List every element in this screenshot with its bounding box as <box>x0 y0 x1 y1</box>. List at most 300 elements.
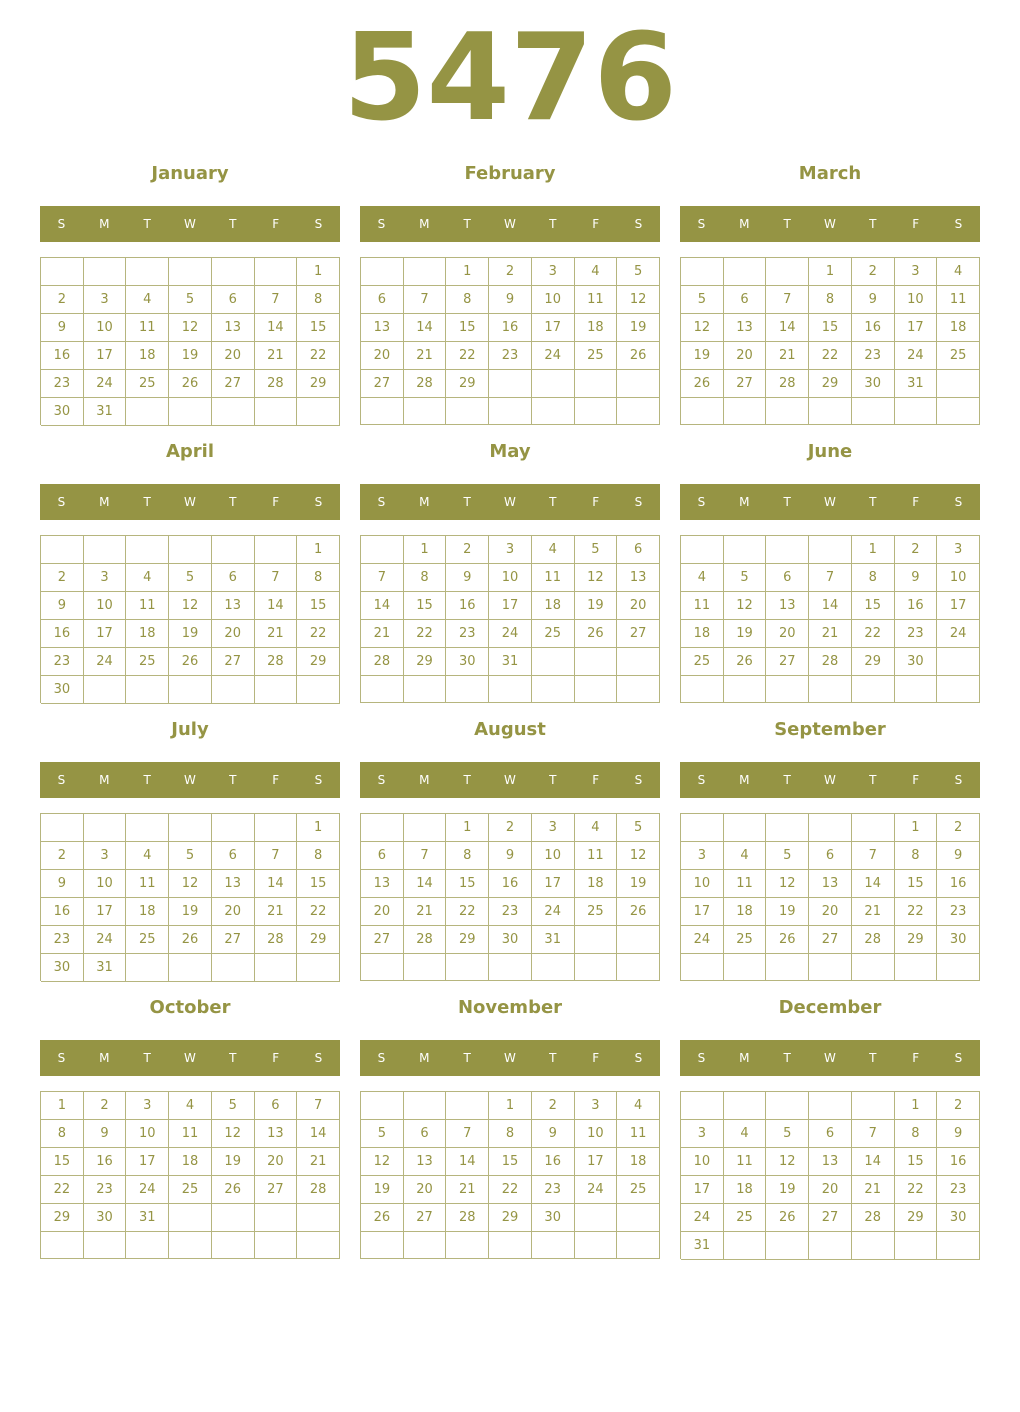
empty-cell <box>84 258 127 286</box>
day-grid <box>680 1091 980 1259</box>
day-cell: 7 <box>255 564 298 592</box>
day-cell: 3 <box>575 1092 618 1120</box>
day-cell: 27 <box>809 926 852 954</box>
day-cell: 31 <box>126 1204 169 1232</box>
day-cell: 16 <box>532 1148 575 1176</box>
day-cell: 17 <box>575 1148 618 1176</box>
day-cell: 21 <box>766 342 809 370</box>
day-cell: 14 <box>297 1120 340 1148</box>
day-cell: 10 <box>84 314 127 342</box>
day-cell: 21 <box>255 620 298 648</box>
empty-cell <box>575 676 618 703</box>
weekday-header <box>680 762 980 798</box>
day-cell: 20 <box>404 1176 447 1204</box>
weekday-label: T <box>869 217 877 231</box>
empty-cell <box>404 814 447 842</box>
weekday-label: S <box>634 773 643 787</box>
day-cell: 11 <box>724 1148 767 1176</box>
day-cell: 28 <box>404 370 447 398</box>
day-cell: 4 <box>681 564 724 592</box>
weekday-label: T <box>143 1051 151 1065</box>
empty-cell <box>404 258 447 286</box>
weekday-header <box>680 484 980 520</box>
day-cell: 9 <box>532 1120 575 1148</box>
day-cell: 27 <box>212 370 255 398</box>
day-cell: 3 <box>84 564 127 592</box>
day-cell: 31 <box>489 648 532 676</box>
day-cell: 12 <box>766 870 809 898</box>
weekday-header <box>40 1040 340 1076</box>
day-cell: 11 <box>169 1120 212 1148</box>
empty-cell <box>766 258 809 286</box>
day-cell: 25 <box>126 648 169 676</box>
day-cell: 25 <box>617 1176 660 1204</box>
weekday-header <box>680 1040 980 1076</box>
day-cell: 8 <box>895 1120 938 1148</box>
month-title: June <box>807 441 853 462</box>
empty-cell <box>297 1232 340 1259</box>
weekday-label: S <box>377 217 386 231</box>
month-title: November <box>457 997 563 1018</box>
weekday-label: F <box>272 773 280 787</box>
day-cell: 7 <box>255 286 298 314</box>
day-cell: 26 <box>766 926 809 954</box>
empty-cell <box>937 648 980 676</box>
day-cell: 6 <box>809 842 852 870</box>
empty-cell <box>895 676 938 703</box>
month-title: December <box>778 997 882 1018</box>
day-cell: 9 <box>937 1120 980 1148</box>
day-cell: 11 <box>681 592 724 620</box>
empty-cell <box>937 398 980 425</box>
day-cell: 8 <box>446 842 489 870</box>
month-title: October <box>149 997 231 1018</box>
empty-cell <box>809 1232 852 1260</box>
day-cell: 26 <box>361 1204 404 1232</box>
day-cell: 10 <box>937 564 980 592</box>
day-cell: 16 <box>41 898 84 926</box>
empty-cell <box>361 536 404 564</box>
day-cell: 30 <box>84 1204 127 1232</box>
day-cell: 26 <box>681 370 724 398</box>
day-cell: 19 <box>169 898 212 926</box>
weekday-label: F <box>592 773 600 787</box>
day-cell: 16 <box>852 314 895 342</box>
empty-cell <box>617 926 660 954</box>
weekday-label: S <box>697 1051 706 1065</box>
day-cell: 15 <box>895 870 938 898</box>
weekday-label: T <box>229 773 237 787</box>
day-cell: 21 <box>255 898 298 926</box>
day-cell: 13 <box>809 870 852 898</box>
day-cell: 23 <box>895 620 938 648</box>
empty-cell <box>41 1232 84 1259</box>
day-cell: 15 <box>895 1148 938 1176</box>
day-cell: 6 <box>212 842 255 870</box>
day-cell: 7 <box>446 1120 489 1148</box>
day-cell: 22 <box>895 898 938 926</box>
weekday-label: F <box>592 1051 600 1065</box>
day-cell: 10 <box>489 564 532 592</box>
day-cell: 20 <box>724 342 767 370</box>
day-cell: 25 <box>126 926 169 954</box>
day-cell: 4 <box>724 842 767 870</box>
empty-cell <box>852 1092 895 1120</box>
day-cell: 21 <box>852 898 895 926</box>
empty-cell <box>766 954 809 981</box>
day-cell: 14 <box>852 870 895 898</box>
weekday-label: S <box>634 1051 643 1065</box>
weekday-label: W <box>184 495 196 509</box>
empty-cell <box>532 398 575 425</box>
empty-cell <box>724 536 767 564</box>
empty-cell <box>126 676 169 704</box>
day-cell: 14 <box>255 870 298 898</box>
weekday-label: M <box>739 1051 750 1065</box>
day-cell: 13 <box>724 314 767 342</box>
empty-cell <box>852 814 895 842</box>
day-cell: 2 <box>937 814 980 842</box>
empty-cell <box>809 676 852 703</box>
day-cell: 30 <box>852 370 895 398</box>
day-cell: 31 <box>84 954 127 982</box>
day-cell: 11 <box>724 870 767 898</box>
day-cell: 12 <box>681 314 724 342</box>
day-cell: 9 <box>895 564 938 592</box>
day-cell: 14 <box>255 314 298 342</box>
day-cell: 16 <box>41 620 84 648</box>
weekday-label: S <box>314 217 323 231</box>
day-cell: 25 <box>724 1204 767 1232</box>
day-cell: 22 <box>404 620 447 648</box>
day-cell: 24 <box>489 620 532 648</box>
day-grid <box>40 535 340 703</box>
weekday-label: T <box>463 217 471 231</box>
empty-cell <box>212 1232 255 1259</box>
day-cell: 7 <box>809 564 852 592</box>
day-cell: 29 <box>404 648 447 676</box>
empty-cell <box>212 1204 255 1232</box>
day-cell: 5 <box>361 1120 404 1148</box>
day-cell: 25 <box>575 898 618 926</box>
day-cell: 17 <box>126 1148 169 1176</box>
day-cell: 31 <box>84 398 127 426</box>
empty-cell <box>361 1092 404 1120</box>
day-cell: 20 <box>766 620 809 648</box>
day-cell: 11 <box>126 870 169 898</box>
weekday-label: T <box>549 217 557 231</box>
weekday-label: W <box>824 495 836 509</box>
day-cell: 15 <box>297 592 340 620</box>
empty-cell <box>126 398 169 426</box>
empty-cell <box>169 676 212 704</box>
day-cell: 11 <box>575 286 618 314</box>
day-cell: 16 <box>446 592 489 620</box>
empty-cell <box>681 258 724 286</box>
day-cell: 19 <box>724 620 767 648</box>
day-cell: 1 <box>895 814 938 842</box>
day-cell: 25 <box>575 342 618 370</box>
day-cell: 19 <box>681 342 724 370</box>
day-cell: 28 <box>852 1204 895 1232</box>
day-cell: 6 <box>212 564 255 592</box>
day-cell: 20 <box>361 898 404 926</box>
day-cell: 20 <box>809 1176 852 1204</box>
day-cell: 28 <box>766 370 809 398</box>
empty-cell <box>681 536 724 564</box>
day-cell: 8 <box>297 564 340 592</box>
weekday-label: S <box>57 1051 66 1065</box>
day-cell: 17 <box>84 342 127 370</box>
empty-cell <box>169 536 212 564</box>
day-cell: 9 <box>446 564 489 592</box>
day-cell: 26 <box>617 898 660 926</box>
day-cell: 9 <box>41 870 84 898</box>
day-cell: 22 <box>297 898 340 926</box>
empty-cell <box>255 814 298 842</box>
weekday-label: W <box>504 773 516 787</box>
day-cell: 21 <box>852 1176 895 1204</box>
day-cell: 4 <box>126 842 169 870</box>
empty-cell <box>255 398 298 426</box>
day-cell: 20 <box>212 620 255 648</box>
day-grid <box>680 535 980 703</box>
weekday-header <box>40 484 340 520</box>
weekday-label: F <box>912 217 920 231</box>
empty-cell <box>489 954 532 981</box>
empty-cell <box>809 1092 852 1120</box>
empty-cell <box>937 954 980 981</box>
empty-cell <box>617 1232 660 1259</box>
day-cell: 24 <box>937 620 980 648</box>
empty-cell <box>575 398 618 425</box>
day-cell: 21 <box>297 1148 340 1176</box>
day-cell: 16 <box>937 1148 980 1176</box>
day-cell: 29 <box>297 370 340 398</box>
day-grid <box>40 813 340 981</box>
day-cell: 21 <box>255 342 298 370</box>
day-cell: 9 <box>41 592 84 620</box>
day-cell: 13 <box>212 870 255 898</box>
day-cell: 27 <box>212 926 255 954</box>
day-cell: 10 <box>532 286 575 314</box>
weekday-label: S <box>314 773 323 787</box>
day-grid <box>360 813 660 981</box>
day-cell: 8 <box>895 842 938 870</box>
day-cell: 19 <box>169 342 212 370</box>
day-cell: 6 <box>361 286 404 314</box>
day-cell: 4 <box>937 258 980 286</box>
day-cell: 4 <box>575 258 618 286</box>
weekday-label: W <box>504 1051 516 1065</box>
weekday-label: T <box>869 773 877 787</box>
day-cell: 3 <box>681 842 724 870</box>
weekday-label: F <box>592 217 600 231</box>
day-cell: 15 <box>446 314 489 342</box>
day-cell: 17 <box>895 314 938 342</box>
day-cell: 21 <box>446 1176 489 1204</box>
weekday-label: S <box>377 1051 386 1065</box>
empty-cell <box>41 258 84 286</box>
day-cell: 26 <box>169 370 212 398</box>
weekday-label: F <box>272 1051 280 1065</box>
day-cell: 10 <box>126 1120 169 1148</box>
weekday-label: T <box>549 773 557 787</box>
day-cell: 2 <box>41 286 84 314</box>
empty-cell <box>212 676 255 704</box>
weekday-header <box>40 206 340 242</box>
day-cell: 2 <box>489 258 532 286</box>
weekday-label: T <box>869 495 877 509</box>
day-cell: 27 <box>809 1204 852 1232</box>
day-cell: 23 <box>446 620 489 648</box>
day-cell: 28 <box>404 926 447 954</box>
month-title: July <box>171 719 209 740</box>
day-cell: 13 <box>404 1148 447 1176</box>
weekday-label: F <box>592 495 600 509</box>
weekday-label: S <box>697 773 706 787</box>
weekday-header <box>680 206 980 242</box>
empty-cell <box>617 370 660 398</box>
day-cell: 23 <box>937 898 980 926</box>
empty-cell <box>212 814 255 842</box>
day-cell: 13 <box>361 870 404 898</box>
day-cell: 23 <box>489 898 532 926</box>
day-cell: 24 <box>532 898 575 926</box>
empty-cell <box>361 814 404 842</box>
day-cell: 29 <box>895 926 938 954</box>
weekday-label: S <box>634 495 643 509</box>
weekday-label: M <box>419 217 430 231</box>
day-cell: 2 <box>84 1092 127 1120</box>
weekday-label: M <box>419 773 430 787</box>
day-cell: 1 <box>446 814 489 842</box>
weekday-label: M <box>419 495 430 509</box>
day-cell: 7 <box>361 564 404 592</box>
empty-cell <box>212 258 255 286</box>
empty-cell <box>404 398 447 425</box>
empty-cell <box>446 954 489 981</box>
day-cell: 8 <box>297 286 340 314</box>
day-cell: 4 <box>575 814 618 842</box>
day-cell: 5 <box>766 842 809 870</box>
day-cell: 28 <box>255 370 298 398</box>
empty-cell <box>895 398 938 425</box>
month-title: May <box>489 441 531 462</box>
day-cell: 27 <box>212 648 255 676</box>
day-cell: 3 <box>895 258 938 286</box>
day-cell: 20 <box>361 342 404 370</box>
day-cell: 18 <box>575 870 618 898</box>
empty-cell <box>361 676 404 703</box>
empty-cell <box>766 398 809 425</box>
day-cell: 10 <box>575 1120 618 1148</box>
day-cell: 24 <box>681 926 724 954</box>
day-cell: 26 <box>766 1204 809 1232</box>
empty-cell <box>617 398 660 425</box>
weekday-label: M <box>99 773 110 787</box>
day-cell: 13 <box>809 1148 852 1176</box>
day-cell: 27 <box>361 926 404 954</box>
day-cell: 18 <box>532 592 575 620</box>
day-cell: 4 <box>617 1092 660 1120</box>
empty-cell <box>852 1232 895 1260</box>
day-cell: 3 <box>126 1092 169 1120</box>
day-cell: 11 <box>575 842 618 870</box>
empty-cell <box>255 536 298 564</box>
day-cell: 19 <box>617 314 660 342</box>
day-cell: 10 <box>895 286 938 314</box>
day-cell: 3 <box>532 258 575 286</box>
day-cell: 2 <box>852 258 895 286</box>
weekday-label: T <box>783 773 791 787</box>
day-cell: 13 <box>766 592 809 620</box>
weekday-label: F <box>912 773 920 787</box>
weekday-label: W <box>504 495 516 509</box>
weekday-label: S <box>314 1051 323 1065</box>
day-cell: 5 <box>212 1092 255 1120</box>
day-cell: 27 <box>404 1204 447 1232</box>
empty-cell <box>84 536 127 564</box>
empty-cell <box>681 1092 724 1120</box>
day-cell: 30 <box>446 648 489 676</box>
day-cell: 2 <box>446 536 489 564</box>
empty-cell <box>212 536 255 564</box>
empty-cell <box>681 398 724 425</box>
empty-cell <box>937 676 980 703</box>
day-cell: 3 <box>489 536 532 564</box>
weekday-label: M <box>739 773 750 787</box>
empty-cell <box>84 814 127 842</box>
day-cell: 7 <box>297 1092 340 1120</box>
weekday-label: T <box>869 1051 877 1065</box>
empty-cell <box>724 676 767 703</box>
day-cell: 24 <box>681 1204 724 1232</box>
day-cell: 12 <box>617 286 660 314</box>
day-cell: 12 <box>575 564 618 592</box>
empty-cell <box>724 1232 767 1260</box>
day-cell: 7 <box>852 1120 895 1148</box>
day-cell: 16 <box>895 592 938 620</box>
day-cell: 6 <box>809 1120 852 1148</box>
day-cell: 3 <box>84 286 127 314</box>
day-cell: 5 <box>617 814 660 842</box>
day-cell: 29 <box>852 648 895 676</box>
day-cell: 23 <box>41 648 84 676</box>
empty-cell <box>809 398 852 425</box>
empty-cell <box>404 676 447 703</box>
weekday-header <box>360 1040 660 1076</box>
day-cell: 3 <box>937 536 980 564</box>
day-cell: 15 <box>297 870 340 898</box>
day-cell: 12 <box>766 1148 809 1176</box>
day-cell: 2 <box>41 842 84 870</box>
weekday-label: S <box>634 217 643 231</box>
day-cell: 5 <box>169 564 212 592</box>
day-cell: 14 <box>404 314 447 342</box>
day-cell: 21 <box>404 898 447 926</box>
day-cell: 19 <box>575 592 618 620</box>
empty-cell <box>724 814 767 842</box>
empty-cell <box>895 954 938 981</box>
weekday-label: M <box>99 1051 110 1065</box>
day-cell: 19 <box>212 1148 255 1176</box>
empty-cell <box>169 1204 212 1232</box>
weekday-label: W <box>504 217 516 231</box>
empty-cell <box>937 1232 980 1260</box>
empty-cell <box>937 370 980 398</box>
day-cell: 27 <box>766 648 809 676</box>
